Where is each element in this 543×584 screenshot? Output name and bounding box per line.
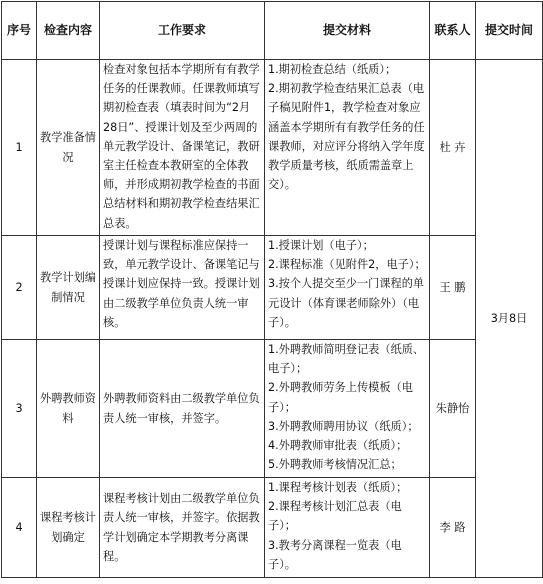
material-line: 5.外聘教师考核情况汇总； [268, 458, 402, 472]
work-requirement: 课程考核计划由二级教学单位负责人统一审核，并签字。依据教学计划确定本学期教考分离课程。 [100, 478, 265, 578]
material-line: 1.期初检查总结（纸质）； [268, 63, 397, 76]
table-row [2, 60, 543, 236]
material-line: 2.期初教学检查结果汇总表（电子稿见附件1，教学检查对象应涵盖本学期所有有教学任务的任课教师，对应评分将纳入学年度教学质量考核，纸质需盖章上交）。 [268, 82, 425, 192]
row-number: 2 [2, 236, 37, 340]
row-number: 4 [2, 478, 37, 578]
material-line: 1.授课计划（电子）； [268, 239, 374, 252]
table-row [2, 478, 543, 578]
inspection-item: 教学准备情况 [37, 60, 100, 236]
header-row [2, 2, 543, 60]
header-requirement: 工作要求 [100, 2, 265, 60]
material-line: 3.教考分离课程一览表（电子）。 [268, 538, 402, 571]
inspection-table [1, 1, 543, 578]
material-line: 4.外聘教师审批表（纸质）； [268, 439, 408, 453]
material-line: 2.外聘教师劳务上传模板（电子）； [268, 381, 413, 414]
material-line: 1.外聘教师简明登记表（纸质、电子）； [268, 343, 425, 376]
submit-materials [265, 478, 430, 578]
header-materials: 提交材料 [265, 2, 430, 60]
contact-person: 杜 卉 [430, 60, 476, 236]
inspection-item: 教学计划编制情况 [37, 236, 100, 340]
material-line: 3.外聘教师聘用协议（纸质）； [268, 419, 419, 433]
work-requirement: 外聘教师资料由二级教学单位负责人统一审核，并签字。 [100, 340, 265, 478]
header-item: 检查内容 [37, 2, 100, 60]
submit-materials [265, 60, 430, 236]
material-line: 1.课程考核计划表（纸质）； [268, 481, 408, 494]
table-row [2, 340, 543, 478]
row-number: 3 [2, 340, 37, 478]
inspection-item: 外聘教师资料 [37, 340, 100, 478]
header-submit-time: 提交时间 [476, 2, 543, 60]
work-requirement: 授课计划与课程标准应保持一致，单元教学设计、备课笔记与授课计划应保持一致。授课计划由二级教学单位负责人统一审核。 [100, 236, 265, 340]
header-no: 序号 [2, 2, 37, 60]
table-row [2, 236, 543, 340]
work-requirement: 检查对象包括本学期所有有教学任务的任课教师。任课教师填写期初检查表（填表时间为“2月28日”、授课计划及至少两周的单元教学设计、备课笔记，教研室主任检查本教研室的全体教师，并形成期初教学检查的书面总结材料和期初教学检查结果汇总表。 [100, 60, 265, 236]
contact-person: 朱静怡 [430, 340, 476, 478]
material-line: 2.课程标准（见附件2，电子）； [268, 258, 426, 272]
submit-materials [265, 236, 430, 340]
material-line: 3.按个人提交至少一门课程的单元设计（体育课老师除外）（电子）。 [268, 277, 425, 329]
submit-materials [265, 340, 430, 478]
submit-time: 3月8日 [476, 60, 543, 578]
row-number: 1 [2, 60, 37, 236]
inspection-item: 课程考核计划确定 [37, 478, 100, 578]
contact-person: 王 鹏 [430, 236, 476, 340]
contact-person: 李 路 [430, 478, 476, 578]
header-contact: 联系人 [430, 2, 476, 60]
material-line: 2.课程考核计划汇总表（电子）； [268, 500, 402, 533]
